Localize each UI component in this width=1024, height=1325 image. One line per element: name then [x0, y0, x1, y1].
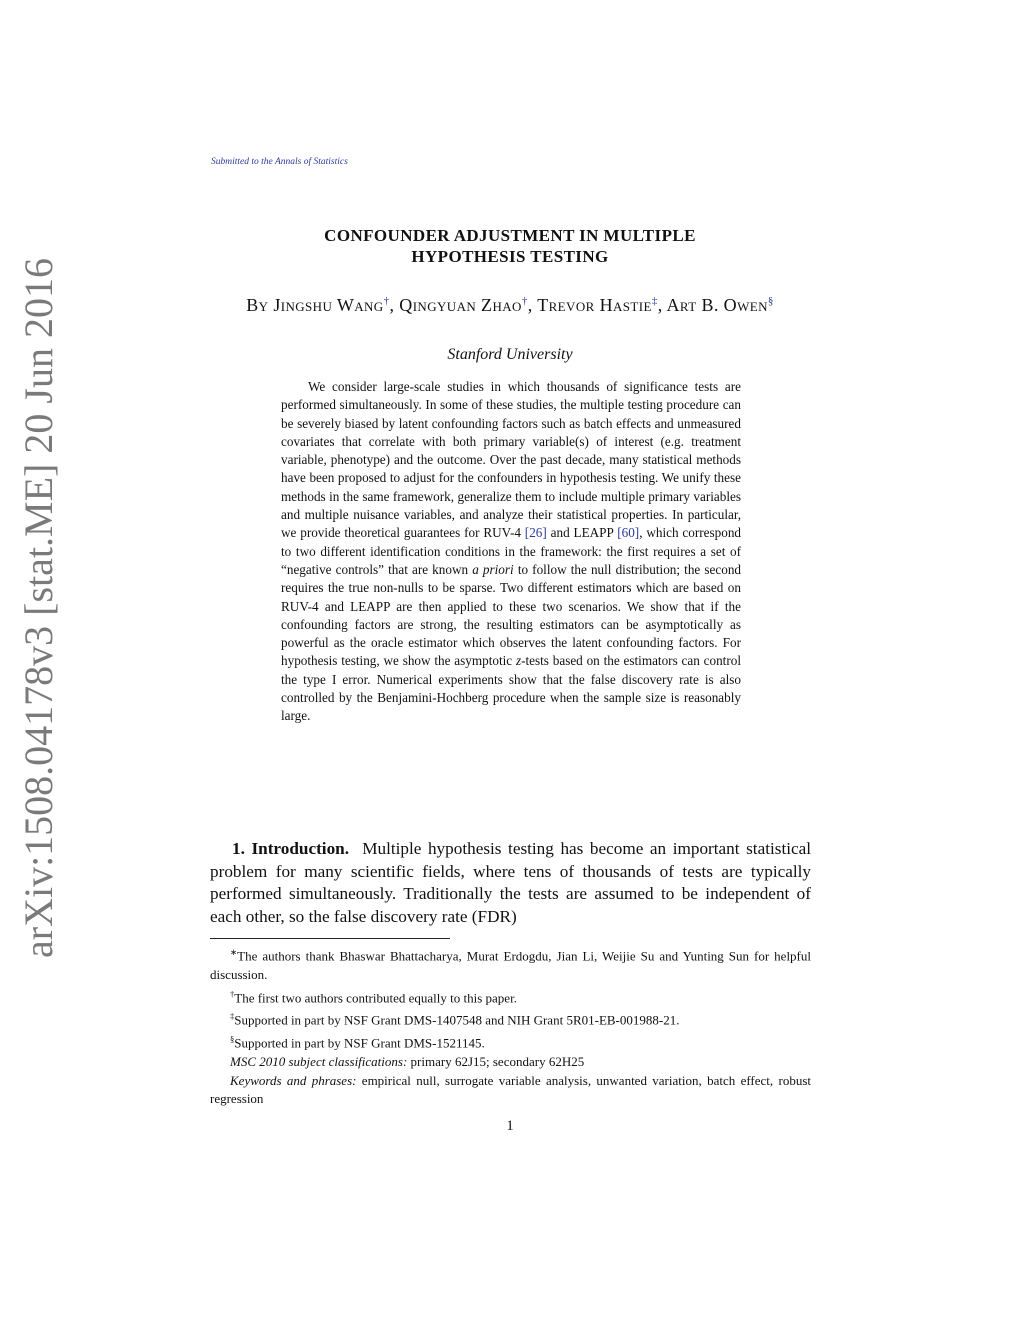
msc-label: MSC 2010 subject classifications: — [230, 1054, 408, 1070]
abstract-italic: a priori — [472, 561, 514, 577]
page-number: 1 — [506, 1118, 514, 1134]
footnote-divider — [210, 938, 450, 939]
footnote — [210, 1030, 811, 1053]
keywords-value: empirical null, surrogate variable analysis, unwanted variation, batch effect, robust regression — [210, 1072, 811, 1107]
footnote-mark: ‡ — [230, 1011, 235, 1022]
author-mark[interactable]: ‡ — [651, 295, 658, 307]
footnotes — [210, 943, 811, 1109]
footnote-mark: † — [230, 988, 235, 999]
abstract-text: to follow the null distribution; the second requires the true non-nulls to be sparse. Two different estimators which are based on RUV-4 and LEAPP are then applied to these two scenarios. We show that if the confounding factors are strong, the resulting estimators can be asymptotically as powerful as the oracle estimator which observes the latent confounding factors. For hypothesis testing, we show the asymptotic — [281, 561, 742, 669]
footnote-text: The first two authors contributed equally to this paper. — [234, 989, 517, 1005]
msc-classifications — [210, 1053, 811, 1072]
title-line-1: CONFOUNDER ADJUSTMENT IN MULTIPLE — [324, 226, 696, 245]
footnote-text: The authors thank Bhaswar Bhattacharya, Murat Erdogdu, Jian Li, Weijie Su and Yunting Sun for helpful discussion. — [210, 948, 811, 982]
abstract-text: -tests based on the estimators can control the type I error. Numerical experiments show that the false discovery rate is also controlled by the Benjamini-Hochberg procedure when the sample size is reasonably large. — [281, 653, 741, 724]
footnote — [210, 943, 811, 985]
keywords-label: Keywords and phrases: — [230, 1072, 357, 1088]
abstract-italic: z — [515, 653, 522, 669]
msc-value: primary 62J15; secondary 62H25 — [407, 1054, 585, 1070]
footnote-mark: § — [230, 1034, 235, 1045]
citation-link[interactable]: [26] — [524, 525, 547, 541]
author-mark[interactable]: † — [383, 295, 390, 307]
abstract-text: and LEAPP — [546, 525, 618, 541]
author-by: By — [246, 295, 269, 315]
abstract — [281, 378, 741, 726]
arxiv-stamp: arXiv:1508.04178v3 [stat.ME] 20 Jun 2016 — [16, 258, 61, 958]
introduction-paragraph — [210, 838, 811, 928]
section-heading: 1. Introduction. — [232, 839, 350, 858]
paper-title — [210, 225, 810, 267]
footnote-text: Supported in part by NSF Grant DMS-1521145. — [234, 1035, 485, 1051]
footnote — [210, 1007, 811, 1030]
intro-text: Multiple hypothesis testing has become an important statistical problem for many scientific fields, where tens of thousands of tests are typically performed simultaneously. Traditionally the tests are assumed to be independent of each other, so the false discovery rate (FDR) — [210, 839, 812, 926]
footnote-mark: ∗ — [230, 947, 238, 957]
title-line-2: HYPOTHESIS TESTING — [411, 247, 609, 266]
author-list: By Jingshu Wang†, Qingyuan Zhao†, Trevor Hastie‡, Art B. Owen§ — [246, 295, 774, 315]
author-name: Qingyuan Zhao — [399, 295, 522, 315]
abstract-text: , which correspond to two different identification conditions in the framework: the first requires a set of “negative controls” that are known — [281, 525, 742, 577]
abstract-text: We consider large-scale studies in which thousands of significance tests are performed simultaneously. In some of these studies, the multiple testing procedure can be severely biased by latent confounding factors such as batch effects and unmeasured covariates that correlate with both primary variable(s) of interest (e.g. treatment variable, phenotype) and the outcome. Over the past decade, many statistical methods have been proposed to adjust for the confounders in hypothesis testing. We unify these methods in the same framework, generalize them to include multiple primary variables and multiple nuisance variables, and analyze their statistical properties. In particular, we provide theoretical guarantees for RUV-4 — [281, 379, 741, 541]
footnote — [210, 985, 811, 1008]
keywords — [210, 1072, 811, 1109]
author-name: Art B. Owen — [666, 295, 768, 315]
author-mark[interactable]: § — [767, 295, 774, 307]
author-mark[interactable]: † — [521, 295, 528, 307]
citation-link[interactable]: [60] — [617, 525, 640, 541]
affiliation: Stanford University — [447, 346, 573, 363]
footnote-text: Supported in part by NSF Grant DMS-1407548 and NIH Grant 5R01-EB-001988-21. — [234, 1012, 680, 1028]
journal-header[interactable]: Submitted to the Annals of Statistics — [211, 157, 348, 167]
author-name: Trevor Hastie — [537, 295, 652, 315]
author-name: Jingshu Wang — [273, 295, 384, 315]
